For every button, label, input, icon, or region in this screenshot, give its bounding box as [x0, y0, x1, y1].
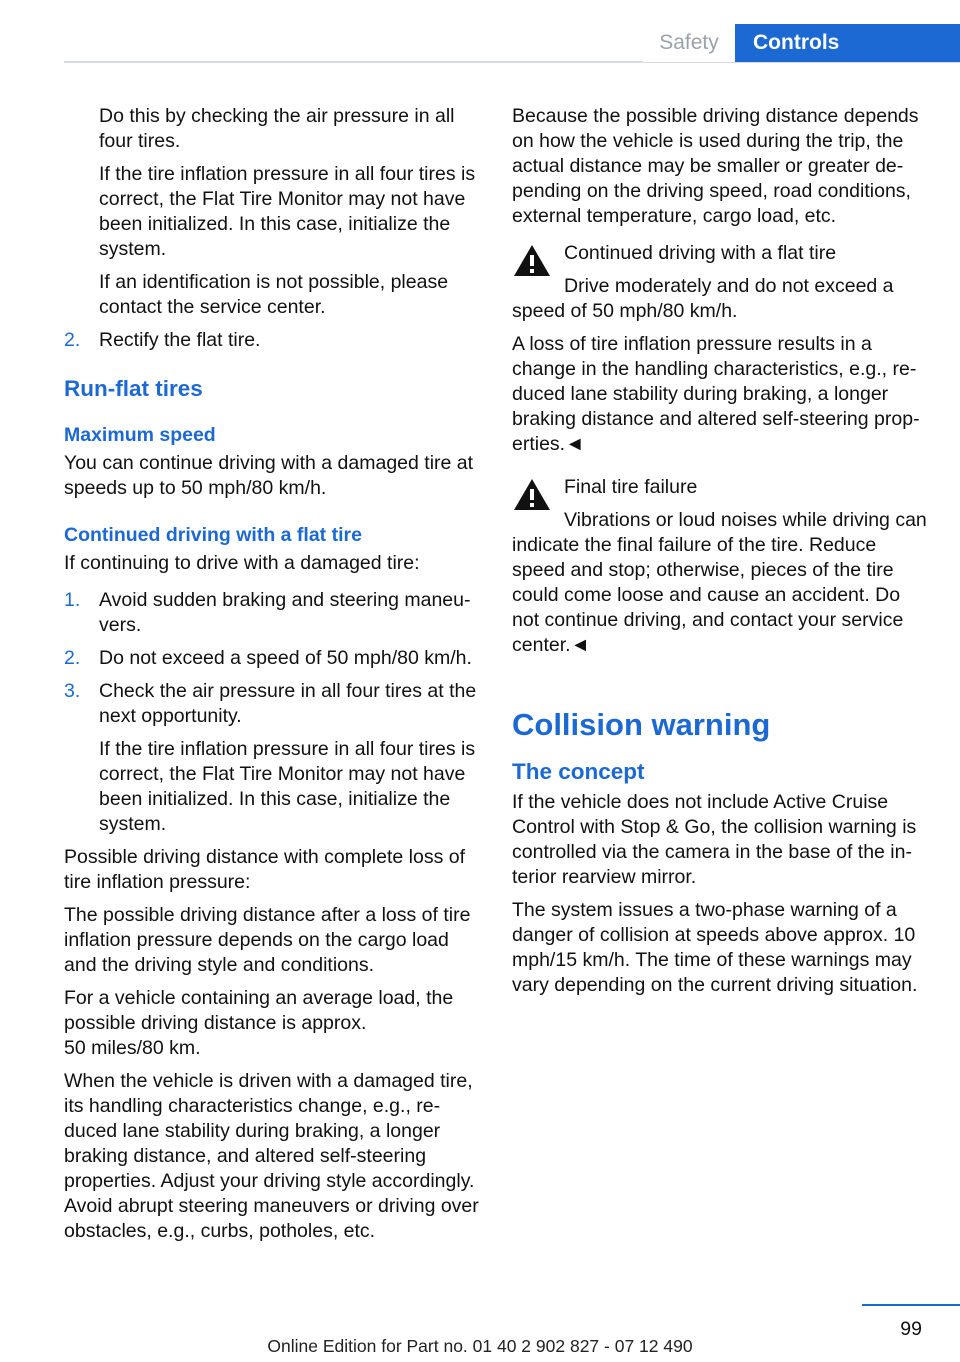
warning-body: Drive moderately and do not exceed a speed of 50 mph/80 km/h. — [512, 275, 894, 322]
footer-rule — [862, 1304, 960, 1306]
section-heading-run-flat: Run-flat tires — [64, 376, 203, 401]
warning-block-final-failure — [512, 475, 930, 658]
list-number: 1. — [64, 589, 81, 611]
system-warning-paragraph: The system issues a two-phase warning of a danger of collision at speeds above approx. 10 mph/15 km/h. The time of these warnings may vary depending on the current driving situation. — [512, 899, 918, 996]
intro-paragraph-1: Do this by checking the air pressure in all four tires. — [99, 105, 455, 152]
subheading-maximum-speed: Maximum speed — [64, 424, 216, 446]
warning-continuation: A loss of tire inflation pressure results in a change in the handling characteristics, e.g., reduced lane stability during braking, a longer braking distance and altered self-steering properties.◄ — [512, 333, 920, 455]
list-item-3-subtext: If the tire inflation pressure in all four tires is correct, the Flat Tire Monitor may not have been initialized. In this case, initialize the system. — [99, 738, 476, 835]
left-column — [64, 104, 482, 1252]
warning-triangle-icon — [512, 477, 552, 512]
section-heading-collision-warning: Collision warning — [512, 707, 771, 742]
list-item — [64, 588, 482, 638]
list-number: 2. — [64, 647, 81, 669]
damaged-tire-paragraph: When the vehicle is driven with a damaged tire, its handling characteristics change, e.g., reduced lane stability during braking, a longer braking distance, and altered self-steering properties. Adjust your driving style accordingly. Avoid abrupt steering maneuvers or driving over obstacles, e.g., curbs, potholes, etc. — [64, 1070, 479, 1242]
right-column — [512, 104, 930, 1006]
warning-body: Vibrations or loud noises while driving can indicate the final failure of the tire. Reduce speed and stop; otherwise, pieces of the tire could come loose and cause an accident. Do not continue driving, and contact your service center.◄ — [512, 509, 927, 656]
edition-line: Online Edition for Part no. 01 40 2 902 827 - 07 12 490 — [267, 1336, 693, 1356]
intro-paragraph-3: If an identification is not possible, please contact the service center. — [99, 271, 449, 318]
list-item — [64, 646, 482, 671]
possible-distance-paragraph: Possible driving distance with complete loss of tire inflation pressure: — [64, 846, 466, 893]
list-item — [64, 328, 482, 353]
warning-block-flat-tire — [512, 241, 930, 324]
continued-driving-text: If continuing to drive with a damaged tire: — [64, 552, 420, 574]
average-load-paragraph: For a vehicle containing an average load, the possible driving distance is approx. — [64, 987, 454, 1034]
subheading-the-concept: The concept — [512, 759, 645, 784]
maximum-speed-text: You can continue driving with a damaged tire at speeds up to 50 mph/80 km/h. — [64, 452, 474, 499]
distance-depends-paragraph: The possible driving distance after a loss of tire inflation pressure depends on the cargo load and the driving style and conditions. — [64, 904, 471, 976]
tab-controls[interactable]: Controls — [735, 24, 960, 62]
intro-paragraph-2: If the tire inflation pressure in all four tires is correct, the Flat Tire Monitor may not have been initialized. In this case, initialize the system. — [99, 163, 476, 260]
page-number: 99 — [900, 1318, 922, 1340]
warning-title: Final tire failure — [564, 476, 698, 498]
list-text: Avoid sudden braking and steering maneuvers. — [99, 589, 471, 636]
tab-safety[interactable]: Safety — [643, 24, 735, 62]
warning-title: Continued driving with a flat tire — [564, 242, 837, 264]
list-text: Rectify the flat tire. — [99, 329, 261, 351]
list-text: Check the air pressure in all four tires at the next opportunity. — [99, 680, 477, 727]
list-text: Do not exceed a speed of 50 mph/80 km/h. — [99, 647, 472, 669]
list-item — [64, 679, 482, 729]
driving-distance-paragraph: Because the possible driving distance depends on how the vehicle is used during the trip, the actual distance may be smaller or greater depending on the driving speed, road conditions, external temperature, cargo load, etc. — [512, 105, 919, 227]
list-number: 3. — [64, 680, 81, 702]
warning-triangle-icon — [512, 243, 552, 278]
subheading-continued-driving: Continued driving with a flat tire — [64, 524, 362, 546]
concept-paragraph: If the vehicle does not include Active Cruise Control with Stop & Go, the collision warning is controlled via the camera in the base of the interior rearview mirror. — [512, 791, 917, 888]
average-load-distance: 50 miles/80 km. — [64, 1037, 201, 1059]
list-number: 2. — [64, 329, 81, 351]
